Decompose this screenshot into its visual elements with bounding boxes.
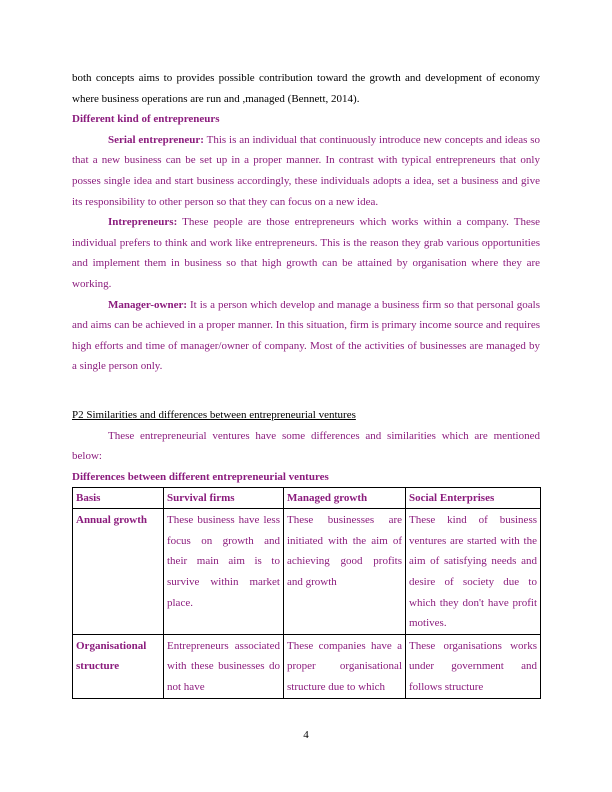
table-cell: These companies have a proper organisational structure due to which xyxy=(284,634,406,698)
term-serial-entrepreneur: Serial entrepreneur: xyxy=(108,133,204,146)
table-cell: These kind of business ventures are started with the aim of satisfying needs and desire of society due to which they don't have profit motives. xyxy=(406,509,541,635)
section-title-p2 xyxy=(72,405,540,426)
intro-paragraph: both concepts aims to provides possible contribution toward the growth and development of economy where business operations are run and ,managed (Bennett, 2014). xyxy=(72,72,540,105)
table-header-row xyxy=(73,488,541,509)
table-header-cell: Social Enterprises xyxy=(406,488,541,509)
table-cell-basis: Organisational structure xyxy=(73,634,164,698)
text-manager-owner: It is a person which develop and manage a business firm so that personal goals and aims can be achieved in a proper manner. In this situation, firm is primary income source and requires high efforts and time of manager/owner of company. Most of the activities of businesses are managed by a single person only. xyxy=(72,298,540,373)
table-cell-basis: Annual growth xyxy=(73,509,164,635)
table-cell: These organisations works under government and follows structure xyxy=(406,634,541,698)
section2-intro: These entrepreneurial ventures have some differences and similarities which are mentioned below: xyxy=(72,429,540,463)
term-intrepreneurs: Intrepreneurs: xyxy=(108,216,178,229)
table-heading: Differences between different entrepreneurial ventures xyxy=(72,470,329,483)
page-body xyxy=(72,68,540,699)
section-heading-entrepreneur-types: Different kind of entrepreneurs xyxy=(72,113,220,126)
paragraph-intrepreneurs xyxy=(72,212,540,294)
table-cell: These businesses are initiated with the aim of achieving good profits and growth xyxy=(284,509,406,635)
table-header-cell: Basis xyxy=(73,488,164,509)
table-header-cell: Survival firms xyxy=(164,488,284,509)
table-cell: Entrepreneurs associated with these businesses do not have xyxy=(164,634,284,698)
table-row xyxy=(73,509,541,635)
differences-table xyxy=(72,487,541,698)
text-intrepreneurs: These people are those entrepreneurs which works within a company. These individual prefers to think and work like entrepreneurs. This is the reason they grab various opportunities and implement them in business so that high growth can be attained by organisation where they are working. xyxy=(72,216,540,290)
term-manager-owner: Manager-owner: xyxy=(108,298,188,311)
table-row xyxy=(73,634,541,698)
spacer xyxy=(72,377,540,405)
page-number: 4 xyxy=(303,729,309,741)
text-serial-entrepreneur: This is an individual that continuously introduce new concepts and ideas so that a new business can be set up in a proper manner. In contrast with typical entrepreneurs that only posses single idea and start business accordingly, these individuals adopts a idea, set a business and give its responsibility to other person so that they can focus on a new idea. xyxy=(72,133,541,208)
table-cell: These business have less focus on growth and their main aim is to survive within market place. xyxy=(164,509,284,635)
table-header-cell: Managed growth xyxy=(284,488,406,509)
paragraph-serial-entrepreneur xyxy=(72,130,540,212)
section-title-p2-text: P2 Similarities and differences between entrepreneurial ventures xyxy=(72,408,356,421)
paragraph-manager-owner xyxy=(72,295,540,377)
